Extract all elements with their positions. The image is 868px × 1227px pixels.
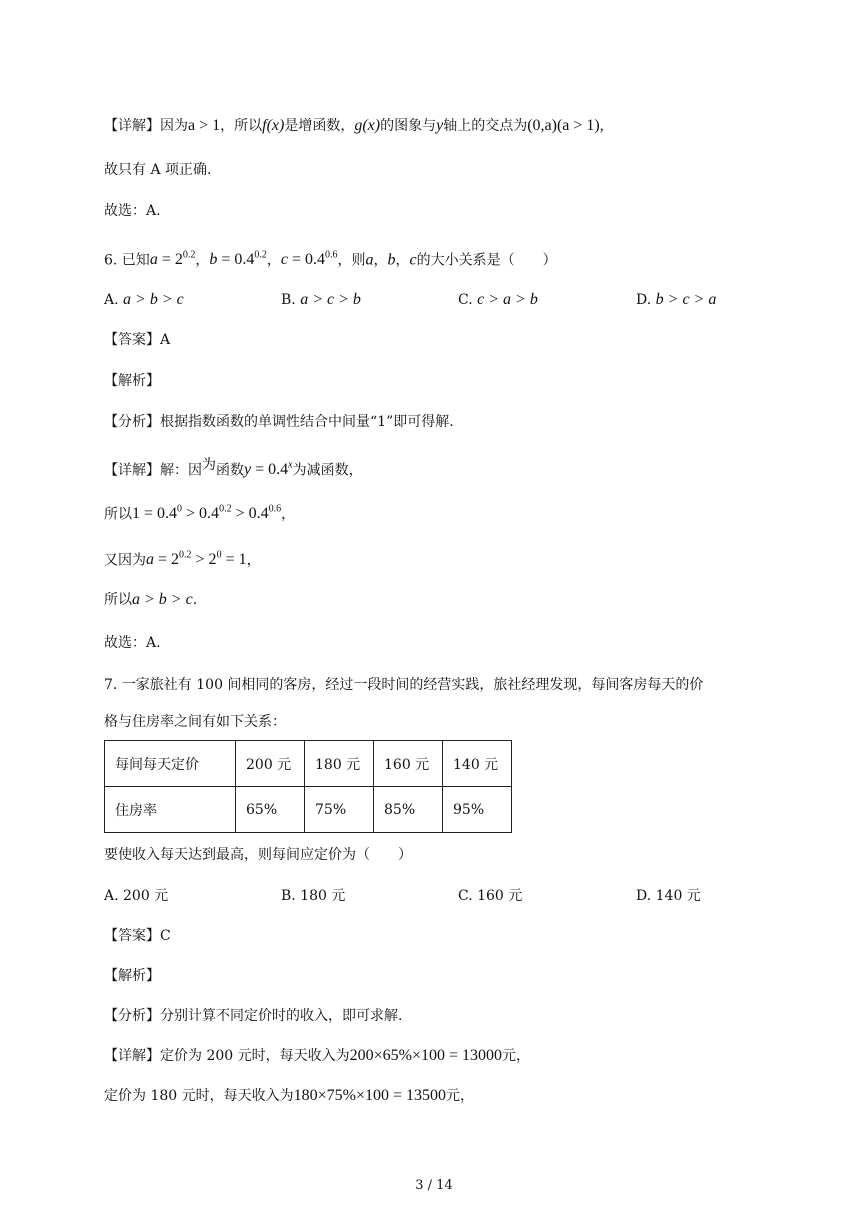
q6-analysis-label: 【解析】 xyxy=(104,373,160,389)
q5-choice: 故选：A. xyxy=(104,203,161,219)
table-row xyxy=(105,787,512,833)
table-cell: 200 元 xyxy=(236,741,305,787)
table-cell: 180 元 xyxy=(305,741,374,787)
q6-option-a: A. a > b > c xyxy=(104,291,184,308)
table-cell: 75% xyxy=(305,787,374,833)
q6-detail-line1: 【详解】解：因为函数$y = 0.4^x$为减函数， xyxy=(104,457,363,479)
table-row xyxy=(105,741,512,787)
q7-stem-line2: 格与住房率之间有如下关系： xyxy=(104,714,286,730)
q6-option-b: B. a > c > b xyxy=(281,291,361,308)
q7-detail-line1: 【详解】定价为 200 元时，每天收入为200×65%×100 = 13000元， xyxy=(104,1047,531,1064)
q7-stem-line1: 7. 一家旅社有 100 间相同的客房，经过一段时间的经营实践，旅社经理发现，每间客房每天的价 xyxy=(104,677,704,693)
q6-detail-line3: 又因为$a = 2^{0.2} > 2^0 = 1$， xyxy=(104,550,261,569)
q7-option-c: C. 160 元 xyxy=(458,888,523,904)
q6-detail-line4: 所以a > b > c. xyxy=(104,591,198,608)
table-cell: 65% xyxy=(236,787,305,833)
table-cell: 95% xyxy=(443,787,512,833)
q6-answer: 【答案】A xyxy=(104,332,171,348)
table-cell: 85% xyxy=(374,787,443,833)
q7-detail-line2: 定价为 180 元时，每天收入为180×75%×100 = 13500元， xyxy=(104,1087,475,1104)
q7-question: 要使收入每天达到最高，则每间应定价为（ ） xyxy=(104,847,412,863)
q6-choice: 故选：A. xyxy=(104,635,161,651)
q5-detail-line1: 【详解】因为a > 1，所以f(x)是增函数，g(x)的图象与y轴上的交点为(0,a)(a > 1), xyxy=(104,117,604,134)
q7-option-d: D. 140 元 xyxy=(636,888,701,904)
table-cell: 140 元 xyxy=(443,741,512,787)
page-number: 3 / 14 xyxy=(415,1178,453,1193)
q6-stem: 6. 已知$a = 2^{0.2}$，$b = 0.4^{0.2}$，$c = 0.4^{0.6}$，则a，b，c的大小关系是（ ） xyxy=(104,250,557,269)
detail-label: 【详解】 xyxy=(104,118,160,134)
table-cell: 160 元 xyxy=(374,741,443,787)
q7-fenxi: 【分析】分别计算不同定价时的收入，即可求解. xyxy=(104,1008,403,1024)
q6-detail-line2: 所以$1 = 0.4^0 > 0.4^{0.2} > 0.4^{0.6}$， xyxy=(104,504,296,523)
q6-option-d: D. b > c > a xyxy=(636,291,717,308)
q6-fenxi: 【分析】根据指数函数的单调性结合中间量“1”即可得解. xyxy=(104,414,454,430)
price-occupancy-table xyxy=(104,740,512,833)
q7-option-b: B. 180 元 xyxy=(281,888,346,904)
q7-analysis-label: 【解析】 xyxy=(104,968,160,984)
q6-option-c: C. c > a > b xyxy=(458,291,538,308)
table-cell: 住房率 xyxy=(105,787,236,833)
table-cell: 每间每天定价 xyxy=(105,741,236,787)
q7-option-a: A. 200 元 xyxy=(104,888,169,904)
q7-answer: 【答案】C xyxy=(104,928,171,944)
q5-detail-line2: 故只有 A 项正确. xyxy=(104,162,212,178)
